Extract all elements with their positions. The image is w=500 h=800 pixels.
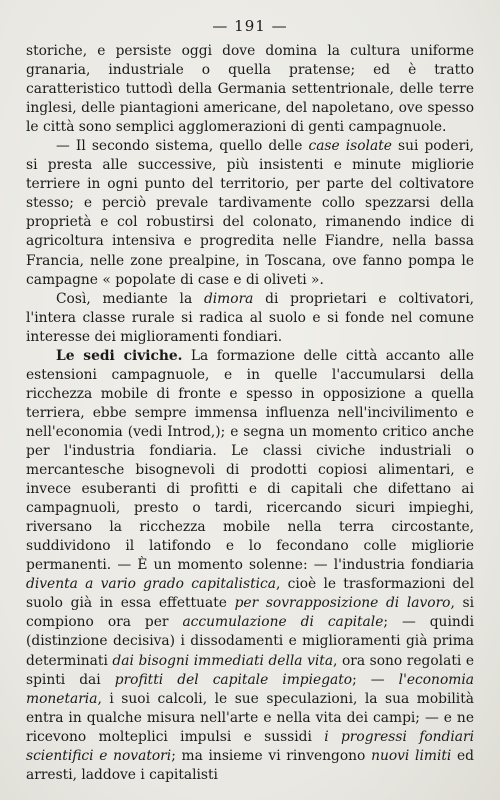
text-segment: ; — — [352, 671, 399, 688]
italic-term: accumulazione di capitale — [182, 614, 384, 631]
text-segment: ; ma insieme vi rinvengono — [171, 747, 372, 764]
italic-term: i progressi fondiari scientifici e novatori — [26, 728, 474, 764]
italic-term: nuovi limiti — [371, 747, 452, 764]
section-heading: Le sedi civiche. — [56, 347, 183, 364]
text-segment: — Il secondo sistema, quello delle — [56, 138, 309, 155]
text-segment: sui poderi, si presta alle successive, più insistenti e minute migliorie terriere in ogni punto del territorio, per parte del coltivatore stesso; e perciò prevale tardivamente collo spezzarsi della proprietà e col robustirsi del colonato, rimanendo indice di agricoltura intensiva e progredita nelle Fiandre, nella bassa Francia, nelle zone prealpine, in Toscana, ove fanno pompa le campagne « popolate di case e di oliveti ». — [26, 138, 474, 288]
paragraph-sedi-civiche — [26, 347, 474, 785]
page-body — [26, 42, 474, 785]
text-segment: , ora sono regolati e spinti dai — [26, 652, 474, 688]
italic-term: l'economia monetaria — [26, 671, 474, 707]
italic-term: per sovrapposizione di lavoro — [234, 595, 451, 612]
italic-term: profitti del capitale impiegato — [114, 671, 353, 688]
text-segment: , i suoi calcoli, le sue speculazioni, la sua mobilità entra in qualche misura nell'arte e nella vita dei campi; — e ne ricevono molteplici impulsi e sussidi — [26, 690, 474, 745]
page-number: — 191 — — [212, 17, 288, 35]
italic-term: dimora — [203, 290, 254, 307]
text-segment: Così, mediante la — [56, 290, 204, 307]
italic-term: case isolate — [308, 138, 392, 155]
italic-term: dai bisogni immediati della vita — [112, 652, 334, 669]
text-segment: , si compiono ora per — [26, 595, 475, 631]
italic-term: diventa a vario grado capitalistica — [26, 576, 276, 593]
text-segment: ed arresti, laddove i capitalisti — [26, 747, 474, 783]
paragraph-case-isolate — [26, 137, 474, 289]
text-segment: , cioè le trasformazioni del suolo già in essa effettuate — [26, 576, 474, 612]
text-segment: La formazione delle città accanto alle estensioni campagnuole, e in quelle l'accumularsi della ricchezza mobile di fronte e spesso in opposizione a quella terriera, ebbe sempre immensa influenza nell'incivilimento e nell'economia (vedi Introd,); e segna un momento critico anche per l'industria fondiaria. Le classi civiche industriali o mercantesche bisognevoli di prodotti copiosi alimentari, e invece esuberanti di profitti e di capitali che difettano ai campagnuoli, presto o tardi, ricercando sicuri impieghi, riversano la ricchezza mobile nella terra circostante, suddividono il latifondo e lo fecondano colle migliorie permanenti. — È un momento solenne: — l'industria fondiaria — [26, 347, 474, 574]
paragraph-continuation: storiche, e persiste oggi dove domina la cultura uniforme granaria, industriale o quella pratense; ed è tratto caratteristico tuttodì della Germania settentrionale, delle terre inglesi, delle piantagioni americane, del napoletano, ove spesso le città sono semplici agglomerazioni di genti campagnuole. — [26, 43, 474, 136]
text-segment: ; — quindi (distinzione decisiva) i dissodamenti e miglioramenti già prima determinati — [26, 614, 474, 669]
text-segment: di proprietari e coltivatori, l'intera classe rurale si radica al suolo e si fonde nel comune interesse dei miglioramenti fondiari. — [26, 290, 474, 345]
paragraph-dimora — [26, 290, 474, 347]
